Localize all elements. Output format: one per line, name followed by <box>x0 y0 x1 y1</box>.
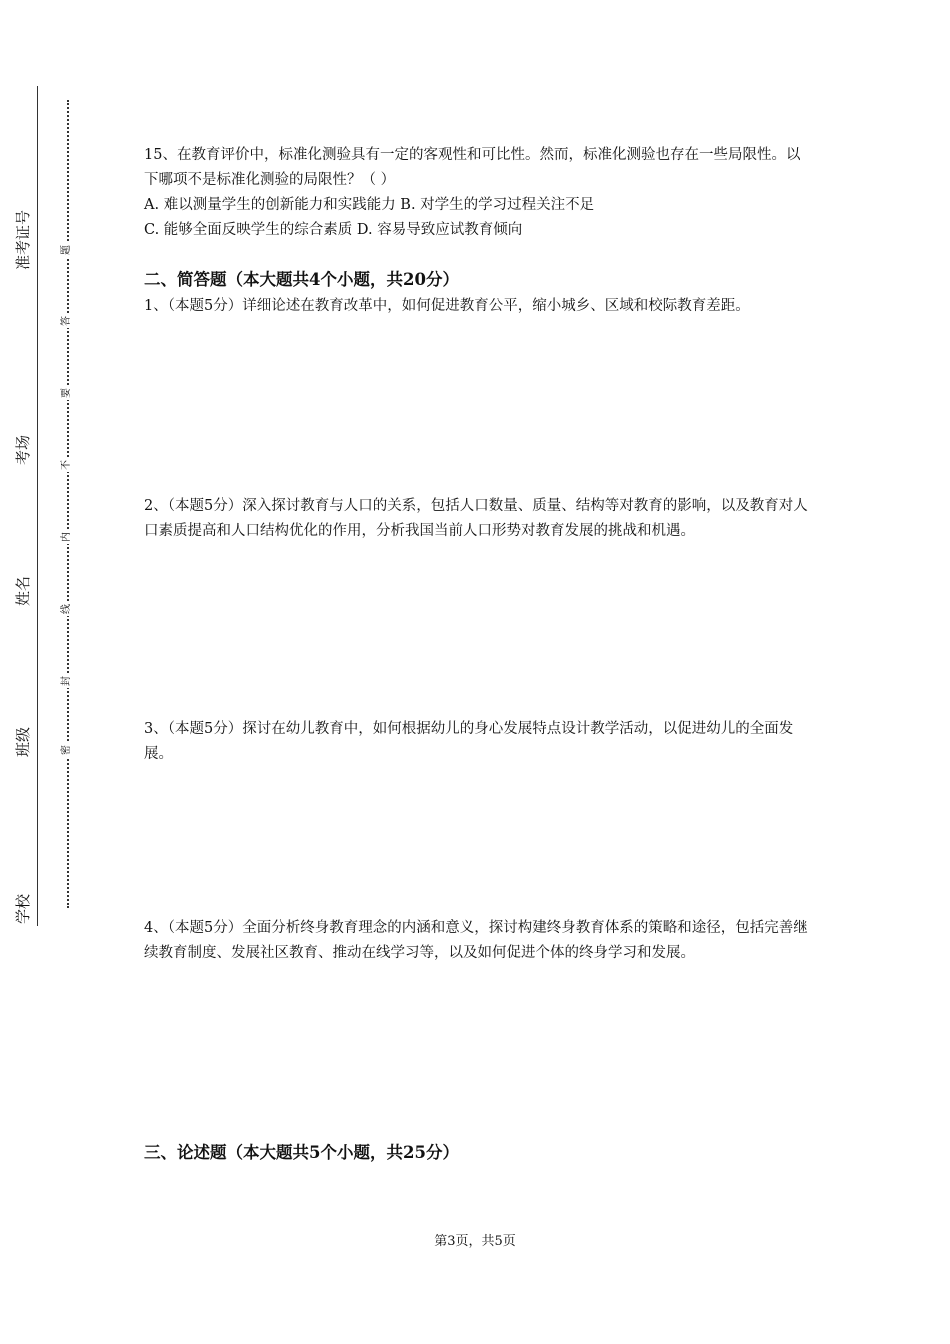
question-15 <box>144 143 812 243</box>
section-2-title: 二、简答题（本大题共4个小题，共20分） <box>144 270 459 289</box>
question-15-options-row-1: A. 难以测量学生的创新能力和实践能力 B. 对学生的学习过程关注不足 <box>144 197 595 213</box>
binding-dotted-line <box>67 100 69 908</box>
short-answer-question-2: 2、（本题5分）深入探讨教育与人口的关系，包括人口数量、质量、结构等对教育的影响，以及教育对人口素质提高和人口结构优化的作用，分析我国当前人口形势对教育发展的挑战和机遇。 <box>144 498 808 539</box>
binding-solid-line <box>37 86 38 926</box>
seal-char: 答 <box>61 316 72 326</box>
question-15-options-row-2: C. 能够全面反映学生的综合素质 D. 容易导致应试教育倾向 <box>144 222 523 238</box>
seal-char: 密 <box>61 745 72 755</box>
seal-char: 内 <box>61 532 72 542</box>
seal-char: 线 <box>61 604 72 614</box>
field-label-school: 学校 <box>9 896 37 924</box>
section-3-title: 三、论述题（本大题共5个小题，共25分） <box>144 1143 459 1162</box>
short-answer-question-4: 4、（本题5分）全面分析终身教育理念的内涵和意义，探讨构建终身教育体系的策略和途径，包括完善继续教育制度、发展社区教育、推动在线学习等，以及如何促进个体的终身学习和发展。 <box>144 920 808 961</box>
question-15-stem: 15、在教育评价中，标准化测验具有一定的客观性和可比性。然而，标准化测验也存在一些局限性。以下哪项不是标准化测验的局限性？（ ） <box>144 147 801 188</box>
field-label-class: 班级 <box>9 729 37 757</box>
seal-char: 要 <box>61 388 72 398</box>
short-answer-question-1: 1、（本题5分）详细论述在教育改革中，如何促进教育公平，缩小城乡、区域和校际教育差距。 <box>144 298 750 314</box>
seal-char: 不 <box>61 460 72 470</box>
seal-char: 题 <box>61 245 72 255</box>
field-label-exam-room: 考场 <box>9 437 37 465</box>
seal-char: 封 <box>61 676 72 686</box>
field-label-exam-number: 准考证号 <box>9 242 37 270</box>
page-number: 第3页，共5页 <box>434 1234 516 1249</box>
short-answer-question-3: 3、（本题5分）探讨在幼儿教育中，如何根据幼儿的身心发展特点设计教学活动，以促进幼儿的全面发展。 <box>144 721 794 762</box>
field-label-name: 姓名 <box>9 578 37 606</box>
